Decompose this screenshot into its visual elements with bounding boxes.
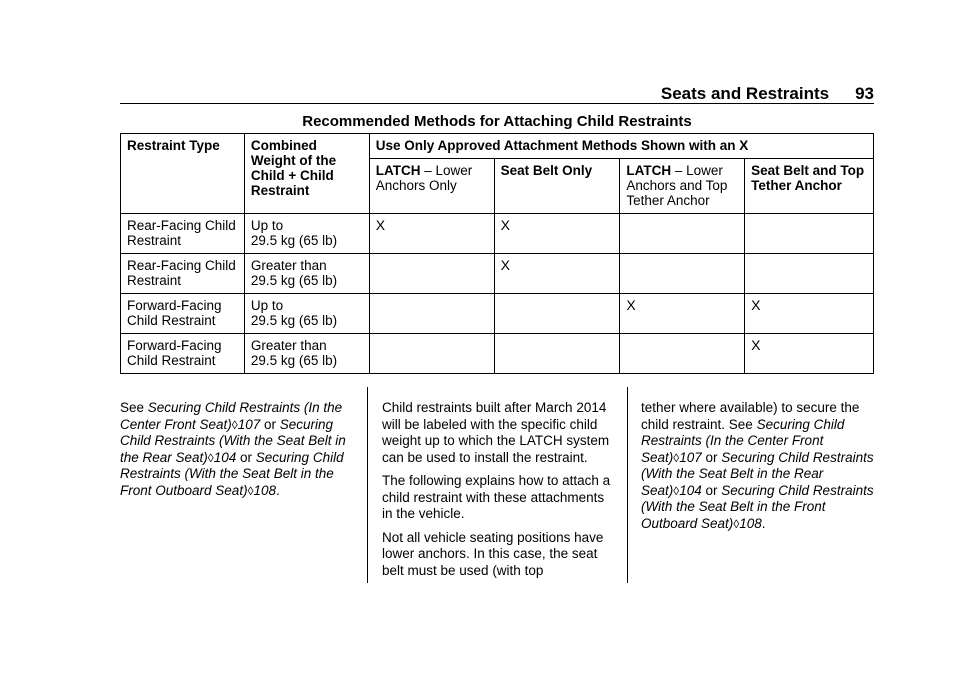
page-ref-icon: ◊ bbox=[673, 483, 680, 498]
table-row bbox=[121, 294, 874, 334]
table-row bbox=[121, 254, 874, 294]
method-header bbox=[745, 159, 874, 214]
page-reference: 108 bbox=[253, 482, 277, 498]
weight-qualifier: Up to bbox=[250, 298, 284, 313]
cross-reference-link[interactable]: Securing Child Restraints (With the Seat Belt in the Rear Seat) bbox=[641, 449, 874, 498]
see-text: See bbox=[120, 400, 148, 415]
or-text: or bbox=[236, 449, 256, 465]
column-divider bbox=[627, 387, 628, 583]
restraint-type-cell: Rear-Facing Child Restraint bbox=[121, 214, 245, 254]
mark-cell: X bbox=[745, 334, 874, 374]
mark-cell bbox=[494, 334, 620, 374]
weight-qualifier: Up to bbox=[250, 218, 284, 233]
paragraph: The following explains how to attach a child restraint with these attachments in the vehicle. bbox=[382, 473, 611, 521]
paragraph: Child restraints built after March 2014 will be labeled with the specific child weight up to which the LATCH system can be used to install the restraint. bbox=[382, 400, 610, 465]
page-reference: 107 bbox=[679, 449, 702, 465]
page-reference: 107 bbox=[237, 416, 261, 432]
restraint-type-cell: Forward-Facing Child Restraint bbox=[121, 334, 245, 374]
table-row bbox=[121, 334, 874, 374]
weight-value: 29.5 kg (65 lb) bbox=[250, 233, 338, 248]
mark-cell bbox=[369, 294, 494, 334]
page-reference: 108 bbox=[739, 515, 762, 531]
page-number: 93 bbox=[855, 84, 874, 103]
mark-cell bbox=[369, 254, 494, 294]
end-text: . bbox=[276, 482, 280, 498]
mark-cell: X bbox=[620, 294, 745, 334]
method-rest: – Lower Anchors Only bbox=[375, 163, 473, 193]
page-ref-icon: ◊ bbox=[231, 417, 238, 432]
restraint-type-cell: Rear-Facing Child Restraint bbox=[121, 254, 245, 294]
weight-cell bbox=[244, 214, 369, 254]
table-title: Recommended Methods for Attaching Child Restraints bbox=[302, 113, 692, 130]
weight-value: 29.5 kg (65 lb) bbox=[250, 313, 338, 328]
mark-cell bbox=[494, 294, 620, 334]
text-column-3 bbox=[641, 400, 877, 539]
or-text: or bbox=[260, 416, 280, 432]
end-text: . bbox=[761, 515, 766, 531]
page-ref-icon: ◊ bbox=[733, 516, 740, 531]
weight-value: 29.5 kg (65 lb) bbox=[250, 353, 338, 368]
page-reference: 104 bbox=[213, 449, 237, 465]
text-column-1 bbox=[120, 400, 352, 506]
cross-reference-link[interactable]: Securing Child Restraints (With the Seat Belt in the Front Outboard Seat) bbox=[641, 482, 874, 531]
page-ref-icon: ◊ bbox=[673, 450, 680, 465]
text-column-2 bbox=[382, 400, 618, 586]
header-rule bbox=[120, 103, 874, 104]
page-reference: 104 bbox=[679, 482, 702, 498]
method-bold: Seat Belt and Top Tether Anchor bbox=[751, 163, 865, 193]
method-bold: LATCH bbox=[375, 163, 421, 178]
mark-cell: X bbox=[369, 214, 494, 254]
method-rest: – Lower Anchors and Top Tether Anchor bbox=[626, 163, 728, 208]
mark-cell: X bbox=[494, 214, 620, 254]
mark-cell bbox=[620, 214, 745, 254]
restraint-type-cell: Forward-Facing Child Restraint bbox=[121, 294, 245, 334]
or-text: or bbox=[701, 482, 722, 498]
weight-qualifier: Greater than bbox=[250, 338, 327, 353]
paragraph: Not all vehicle seating positions have lower anchors. In this case, the seat belt must be used (with top bbox=[382, 529, 604, 578]
mark-cell bbox=[620, 254, 745, 294]
method-bold: LATCH bbox=[626, 163, 672, 178]
method-header bbox=[494, 159, 620, 214]
mark-cell bbox=[620, 334, 745, 374]
child-restraint-methods-table bbox=[120, 133, 874, 374]
or-text: or bbox=[701, 449, 722, 465]
header-restraint-type: Restraint Type bbox=[121, 134, 245, 214]
header-methods: Use Only Approved Attachment Methods Shown with an X bbox=[369, 134, 873, 159]
mark-cell bbox=[745, 254, 874, 294]
cross-reference-link[interactable]: Securing Child Restraints (In the Center Front Seat) bbox=[641, 416, 845, 465]
column-divider bbox=[367, 387, 368, 583]
cross-reference-link[interactable]: Securing Child Restraints (With the Seat Belt in the Front Outboard Seat) bbox=[120, 449, 344, 498]
mark-cell bbox=[745, 214, 874, 254]
weight-cell bbox=[244, 334, 369, 374]
page-ref-icon: ◊ bbox=[247, 483, 254, 498]
table-row bbox=[121, 214, 874, 254]
method-header bbox=[369, 159, 494, 214]
header-combined-weight: Combined Weight of the Child + Child Restraint bbox=[244, 134, 369, 214]
weight-value: 29.5 kg (65 lb) bbox=[250, 273, 338, 288]
cross-reference-link[interactable]: Securing Child Restraints (In the Center Front Seat) bbox=[120, 400, 343, 432]
cross-reference-paragraph bbox=[120, 400, 352, 499]
mark-cell: X bbox=[745, 294, 874, 334]
page-header bbox=[120, 84, 874, 104]
table-header-row bbox=[121, 134, 874, 159]
mark-cell bbox=[369, 334, 494, 374]
cross-reference-paragraph bbox=[641, 400, 877, 532]
section-title: Seats and Restraints bbox=[660, 84, 830, 103]
page-ref-icon: ◊ bbox=[207, 450, 214, 465]
weight-qualifier: Greater than bbox=[250, 258, 327, 273]
cross-reference-link[interactable]: Securing Child Restraints (With the Seat Belt in the Rear Seat) bbox=[120, 416, 346, 465]
weight-cell bbox=[244, 294, 369, 334]
weight-cell bbox=[244, 254, 369, 294]
intro-text: tether where available) to secure the child restraint. See bbox=[641, 400, 860, 432]
mark-cell: X bbox=[494, 254, 620, 294]
method-header bbox=[620, 159, 745, 214]
method-bold: Seat Belt Only bbox=[500, 163, 593, 178]
